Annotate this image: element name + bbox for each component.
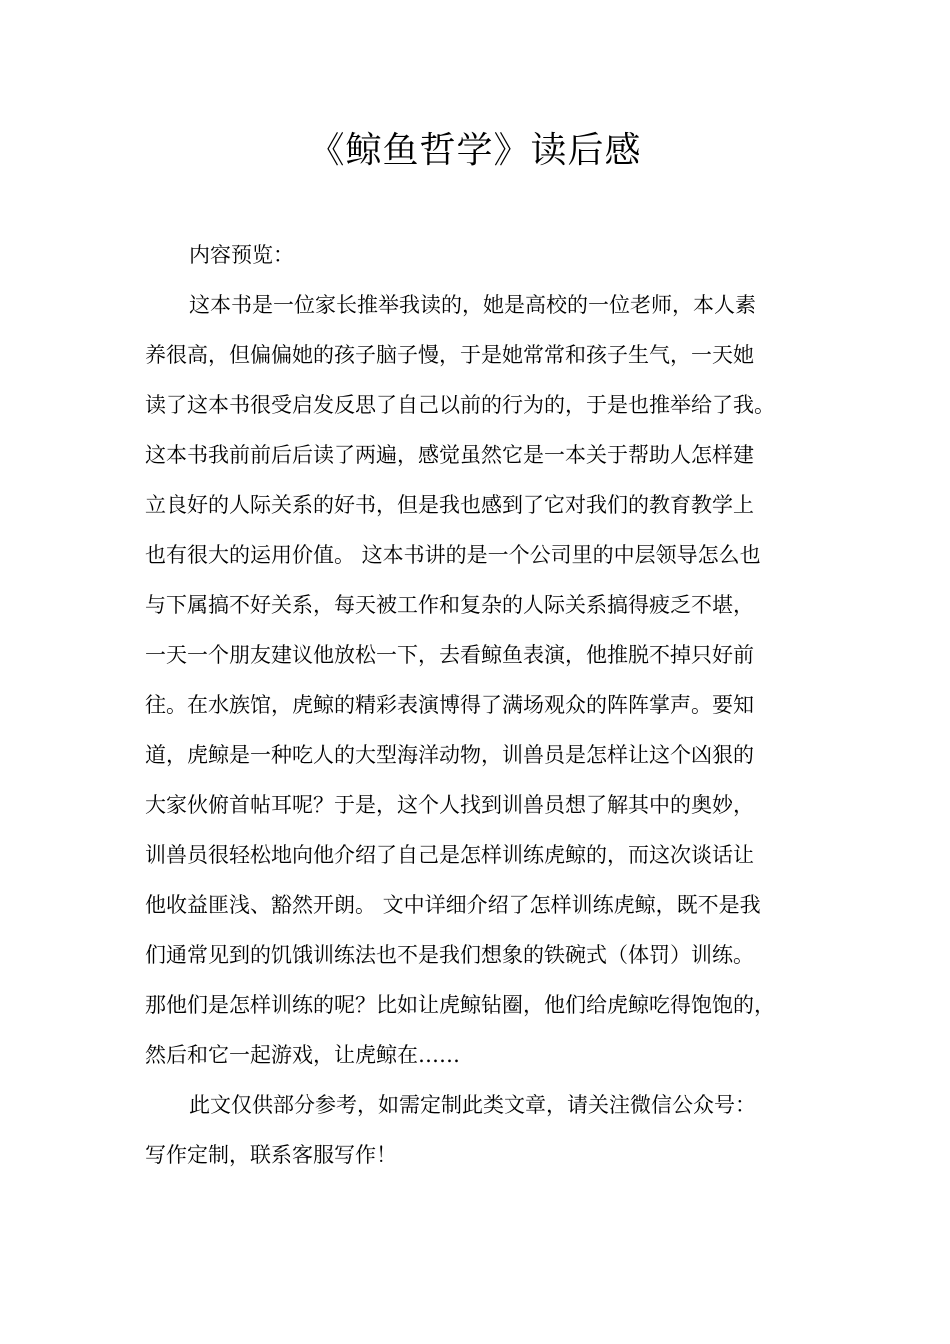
paragraph-1-line: 养很高，但偏偏她的孩子脑子慢，于是她常常和孩子生气，一天她 <box>145 343 754 367</box>
page-title: 《鲸鱼哲学》读后感 <box>308 130 642 171</box>
paragraph-1-line: 也有很大的运用价值。 这本书讲的是一个公司里的中层领导怎么也 <box>145 543 761 567</box>
paragraph-1-line: 一天一个朋友建议他放松一下，去看鲸鱼表演，他推脱不掉只好前 <box>145 643 754 667</box>
paragraph-1-line: 与下属搞不好关系，每天被工作和复杂的人际关系搞得疲乏不堪， <box>145 593 754 617</box>
paragraph-1-line: 大家伙俯首帖耳呢？于是，这个人找到训兽员想了解其中的奥妙， <box>145 793 754 817</box>
paragraph-1-line: 们通常见到的饥饿训练法也不是我们想象的铁碗式（体罚）训练。 <box>145 943 754 967</box>
paragraph-1-line: 这本书是一位家长推举我读的，她是高校的一位老师，本人素 <box>189 293 756 317</box>
paragraph-1-line: 立良好的人际关系的好书，但是我也感到了它对我们的教育教学上 <box>145 493 754 517</box>
paragraph-1-line: 训兽员很轻松地向他介绍了自己是怎样训练虎鲸的，而这次谈话让 <box>145 843 754 867</box>
paragraph-2-line: 写作定制，联系客服写作！ <box>145 1143 397 1167</box>
paragraph-1-line: 读了这本书很受启发反思了自己以前的行为的，于是也推举给了我。 <box>145 393 775 417</box>
paragraph-1-line: 这本书我前前后后读了两遍，感觉虽然它是一本关于帮助人怎样建 <box>145 443 754 467</box>
preview-label: 内容预览： <box>189 243 294 267</box>
paragraph-2-line: 此文仅供部分参考，如需定制此类文章，请关注微信公众号： <box>189 1093 756 1117</box>
paragraph-1-line: 然后和它一起游戏，让虎鲸在…… <box>145 1043 460 1067</box>
paragraph-1-line: 道，虎鲸是一种吃人的大型海洋动物，训兽员是怎样让这个凶狠的 <box>145 743 754 767</box>
paragraph-1-line: 他收益匪浅、豁然开朗。 文中详细介绍了怎样训练虎鲸，既不是我 <box>145 893 761 917</box>
document-body <box>145 230 825 1180</box>
paragraph-1-line: 往。在水族馆，虎鲸的精彩表演博得了满场观众的阵阵掌声。要知 <box>145 693 754 717</box>
paragraph-1-line: 那他们是怎样训练的呢？比如让虎鲸钻圈，他们给虎鲸吃得饱饱的， <box>145 993 775 1017</box>
